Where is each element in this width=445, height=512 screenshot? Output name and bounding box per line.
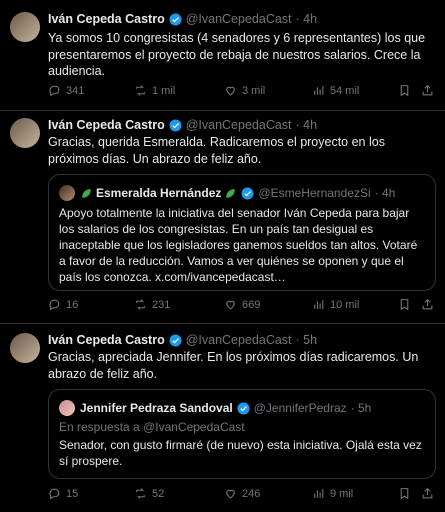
tweet-text: Gracias, querida Esmeralda. Radicaremos el proyecto en los próximos días. Un abrazo de feliz año. <box>48 135 385 166</box>
reply-count: 341 <box>66 84 85 97</box>
like-button[interactable] <box>224 487 260 500</box>
reply-icon <box>48 298 61 311</box>
bookmark-icon <box>398 487 411 500</box>
avatar[interactable] <box>10 118 40 148</box>
quoted-tweet[interactable] <box>48 389 436 479</box>
share-button[interactable] <box>421 298 439 311</box>
quoted-tweet-time: · 4h <box>374 186 396 200</box>
retweet-count: 231 <box>152 298 171 311</box>
reply-icon <box>48 487 61 500</box>
author-handle[interactable]: @IvanCepedaCast <box>185 333 292 347</box>
tweet-time[interactable]: · 5h <box>295 333 318 347</box>
tweet-actions <box>48 298 438 314</box>
quoted-author-handle: @JenniferPedraz <box>253 401 347 415</box>
bookmark-button[interactable] <box>398 84 416 97</box>
retweet-icon <box>134 487 147 500</box>
views-icon <box>312 487 325 500</box>
quoted-avatar <box>59 185 75 201</box>
retweet-button[interactable] <box>134 487 164 500</box>
bookmark-button[interactable] <box>398 298 416 311</box>
quoted-tweet-header <box>59 185 395 201</box>
share-icon <box>421 298 434 311</box>
quoted-tweet-text: Apoyo totalmente la iniciativa del senador Iván Cepeda para bajar los salarios de los congresistas. En un país tan desigual es inaceptable que los legisladores ganemos sueldos tan altos. Votaré a favor de la reducción. Vamos a ver quiénes se oponen y que el país los conozca. x.com/ivancepedacast… <box>59 206 418 284</box>
leaf-icon <box>224 187 237 200</box>
leaf-icon <box>80 187 93 200</box>
retweet-icon <box>134 298 147 311</box>
views-icon <box>312 84 325 97</box>
tweet-header <box>48 333 317 347</box>
reply-context: En respuesta a @IvanCepedaCast <box>59 420 245 434</box>
bookmark-icon <box>398 298 411 311</box>
avatar[interactable] <box>10 333 40 363</box>
like-icon <box>224 487 237 500</box>
quoted-tweet-text: Senador, con gusto firmaré (de nuevo) esta iniciativa. Ojalá esta vez sí prospere. <box>59 438 422 468</box>
bookmark-icon <box>398 84 411 97</box>
tweet-2[interactable] <box>0 110 445 324</box>
views-button[interactable] <box>312 487 353 500</box>
reply-button[interactable] <box>48 84 84 97</box>
views-count: 9 mil <box>330 487 354 500</box>
views-button[interactable] <box>312 84 359 97</box>
quoted-tweet-time: · 5h <box>350 401 372 415</box>
reply-count: 16 <box>66 298 79 311</box>
quoted-tweet-header <box>59 400 371 416</box>
verified-icon <box>237 402 250 415</box>
tweet-header <box>48 12 317 26</box>
author-name[interactable]: Iván Cepeda Castro <box>48 12 165 26</box>
tweet-text: Ya somos 10 congresistas (4 senadores y 6 representantes) los que presentaremos el proyecto de rebaja de nuestros salarios. Crece la audiencia. <box>48 31 426 78</box>
reply-button[interactable] <box>48 487 78 500</box>
like-count: 246 <box>242 487 261 500</box>
like-count: 669 <box>242 298 261 311</box>
tweet-time[interactable]: · 4h <box>295 118 318 132</box>
tweet-text: Gracias, apreciada Jennifer. En los próximos días radicaremos. Un abrazo de feliz año. <box>48 350 419 381</box>
tweet-3[interactable] <box>0 323 445 512</box>
verified-icon <box>169 119 182 132</box>
like-icon <box>224 298 237 311</box>
avatar[interactable] <box>10 12 40 42</box>
quoted-author-name: Esmeralda Hernández <box>96 186 222 200</box>
verified-icon <box>241 187 254 200</box>
author-name[interactable]: Iván Cepeda Castro <box>48 333 165 347</box>
retweet-count: 52 <box>152 487 165 500</box>
tweet-1[interactable] <box>0 0 445 111</box>
views-count: 10 mil <box>330 298 360 311</box>
like-count: 3 mil <box>242 84 266 97</box>
views-button[interactable] <box>312 298 359 311</box>
retweet-count: 1 mil <box>152 84 176 97</box>
tweet-time[interactable]: · 4h <box>295 12 318 26</box>
views-count: 54 mil <box>330 84 360 97</box>
tweet-actions <box>48 487 438 503</box>
retweet-button[interactable] <box>134 84 175 97</box>
views-icon <box>312 298 325 311</box>
reply-button[interactable] <box>48 298 78 311</box>
share-icon <box>421 84 434 97</box>
share-icon <box>421 487 434 500</box>
author-handle[interactable]: @IvanCepedaCast <box>185 12 292 26</box>
tweet-header <box>48 118 317 132</box>
share-button[interactable] <box>421 487 439 500</box>
verified-icon <box>169 334 182 347</box>
quoted-author-handle: @EsmeHernandezSi <box>258 186 371 200</box>
like-icon <box>224 84 237 97</box>
like-button[interactable] <box>224 84 265 97</box>
like-button[interactable] <box>224 298 260 311</box>
verified-icon <box>169 13 182 26</box>
quoted-avatar <box>59 400 75 416</box>
retweet-button[interactable] <box>134 298 170 311</box>
bookmark-button[interactable] <box>398 487 416 500</box>
reply-icon <box>48 84 61 97</box>
tweet-actions <box>48 84 438 100</box>
author-handle[interactable]: @IvanCepedaCast <box>185 118 292 132</box>
share-button[interactable] <box>421 84 439 97</box>
quoted-tweet[interactable] <box>48 174 436 291</box>
author-name[interactable]: Iván Cepeda Castro <box>48 118 165 132</box>
quoted-author-name: Jennifer Pedraza Sandoval <box>80 401 233 415</box>
retweet-icon <box>134 84 147 97</box>
reply-count: 15 <box>66 487 79 500</box>
